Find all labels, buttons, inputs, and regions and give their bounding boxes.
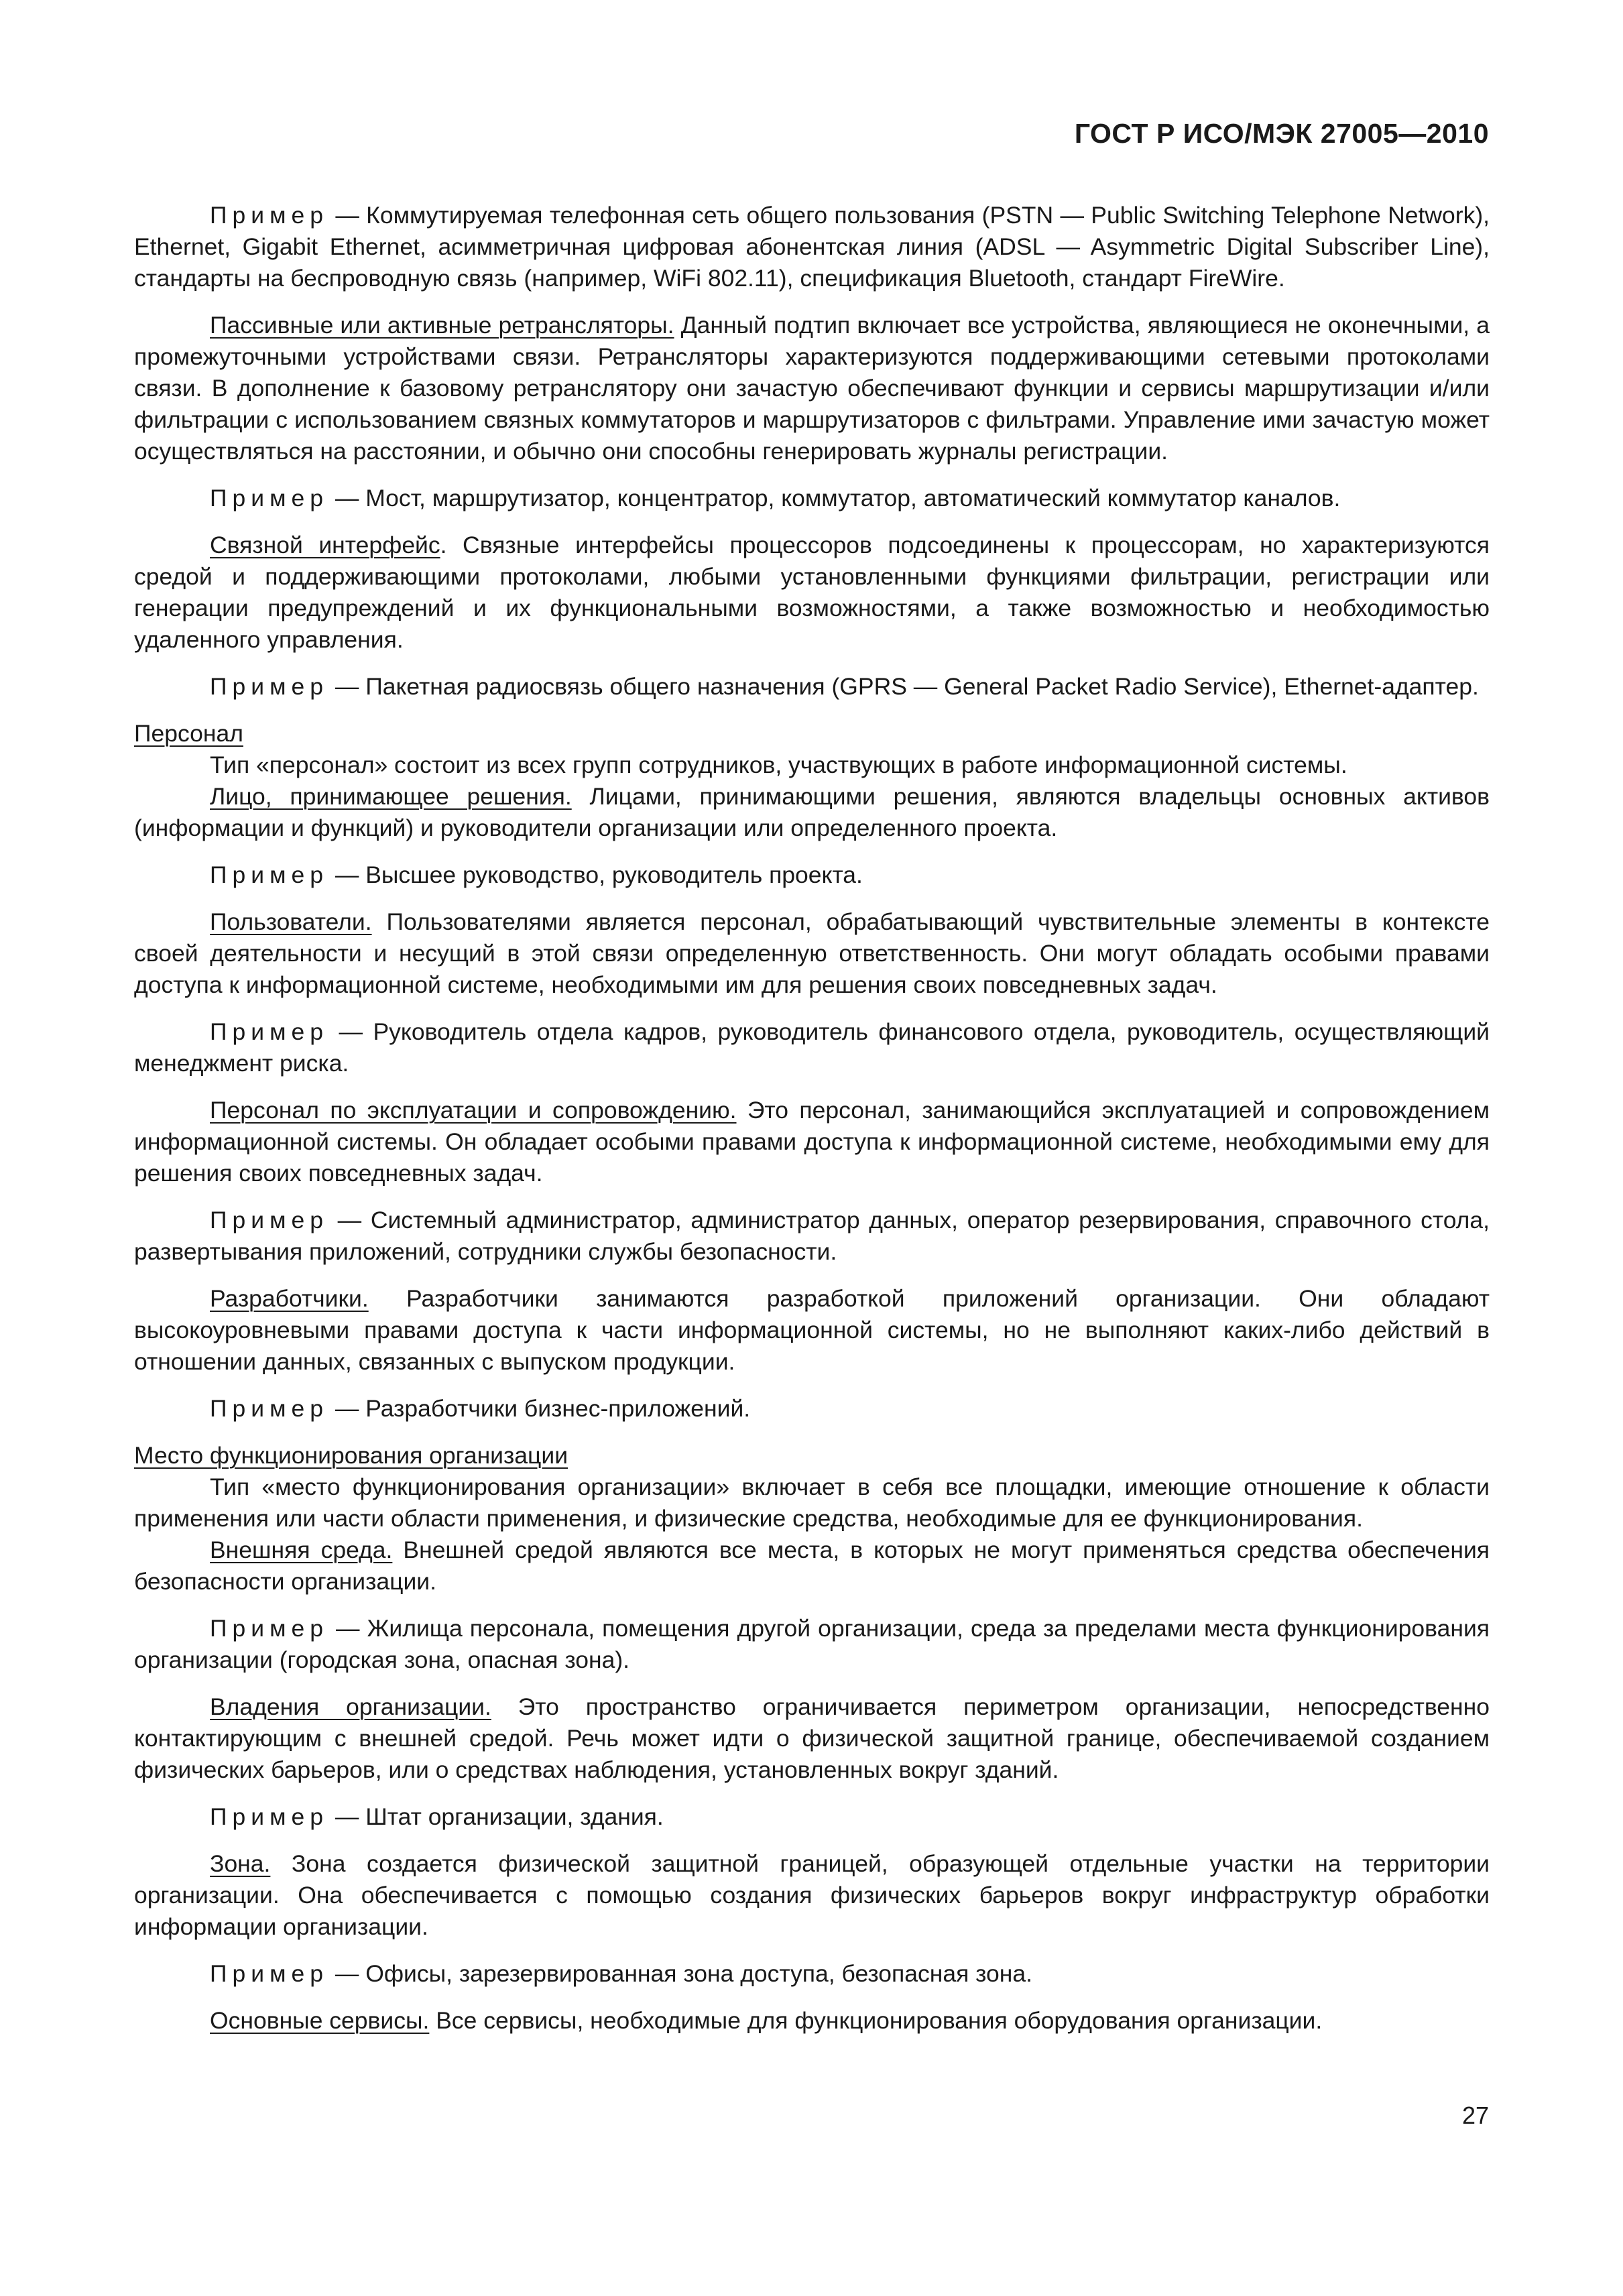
defined-term: Связной интерфейс bbox=[210, 532, 440, 558]
section-heading bbox=[134, 1440, 1490, 1471]
example-paragraph: Пример — Мост, маршрутизатор, концентратор, коммутатор, автоматический коммутатор каналов. bbox=[210, 485, 1341, 511]
definition-paragraph: Лицо, принимающее решения. Лицами, принимающими решения, являются владельцы основных активов (информации и функций) и руководители организации или определенного проекта. bbox=[134, 783, 1490, 841]
definition-paragraph: Основные сервисы. Все сервисы, необходимые для функционирования оборудования организации. bbox=[210, 2007, 1323, 2034]
definition-paragraph: Пассивные или активные ретрансляторы. Данный подтип включает все устройства, являющиеся не оконечными, а промежуточными устройствами связи. Ретрансляторы характеризуются поддерживающими сетевыми протоколами связи. В дополнение к базовому ретранслятору они зачастую обеспечивают функции и сервисы маршрутизации и/или фильтрации с использованием связных коммутаторов и маршрутизаторов с фильтрами. Управление ими зачастую может осуществляться на расстоянии, и обычно они способны генерировать журналы регистрации. bbox=[134, 312, 1490, 465]
example-label: Пример bbox=[210, 1803, 328, 1830]
section-heading-text: Место функционирования организации bbox=[134, 1442, 568, 1469]
definition-paragraph: Разработчики. Разработчики занимаются разработкой приложений организации. Они обладают высокоуровневыми правами доступа к части информационной системы, но не выполняют каких-либо действий в отношении данных, связанных с выпуском продукции. bbox=[134, 1285, 1490, 1375]
defined-term: Разработчики. bbox=[210, 1285, 369, 1312]
defined-term: Зона. bbox=[210, 1850, 271, 1877]
defined-term: Владения организации. bbox=[210, 1693, 491, 1720]
example-paragraph: Пример — Пакетная радиосвязь общего назначения (GPRS — General Packet Radio Service), Ethernet-адаптер. bbox=[210, 673, 1479, 700]
section-heading-text: Персонал bbox=[134, 720, 243, 747]
section-heading bbox=[134, 718, 1490, 749]
example-paragraph: Пример — Разработчики бизнес-приложений. bbox=[210, 1395, 751, 1422]
body-paragraph: Тип «персонал» состоит из всех групп сотрудников, участвующих в работе информационной системы. bbox=[210, 751, 1347, 778]
example-label: Пример bbox=[210, 1960, 328, 1987]
definition-paragraph: Связной интерфейс. Связные интерфейсы процессоров подсоединены к процессорам, но характеризуются средой и поддерживающими протоколами, любыми установленными функциями фильтрации, регистрации или генерации предупреждений и их функциональными возможностями, а также возможностью и необходимостью удаленного управления. bbox=[134, 532, 1490, 653]
example-label: Пример bbox=[210, 202, 328, 229]
defined-term: Лицо, принимающее решения. bbox=[210, 783, 572, 810]
example-paragraph: Пример — Руководитель отдела кадров, руководитель финансового отдела, руководитель, осуществляющий менеджмент риска. bbox=[134, 1018, 1490, 1077]
body-paragraph: Тип «место функционирования организации» включает в себя все площадки, имеющие отношение к области применения или части области применения, и физические средства, необходимые для ее функционирования. bbox=[134, 1473, 1490, 1532]
example-paragraph: Пример — Офисы, зарезервированная зона доступа, безопасная зона. bbox=[210, 1960, 1033, 1987]
definition-paragraph: Пользователи. Пользователями является персонал, обрабатывающий чувствительные элементы в контексте своей деятельности и несущий в этой связи определенную ответственность. Они могут обладать особыми правами доступа к информационной системе, необходимыми им для решения своих повседневных задач. bbox=[134, 908, 1490, 998]
example-paragraph: Пример — Штат организации, здания. bbox=[210, 1803, 664, 1830]
defined-term: Персонал по эксплуатации и сопровождению. bbox=[210, 1097, 737, 1124]
example-label: Пример bbox=[210, 673, 328, 700]
defined-term: Пассивные или активные ретрансляторы. bbox=[210, 312, 674, 339]
definition-paragraph: Владения организации. Это пространство ограничивается периметром организации, непосредственно контактирующим с внешней средой. Речь может идти о физической защитной границе, обеспечиваемой созданием физических барьеров, или о средствах наблюдения, установленных вокруг зданий. bbox=[134, 1693, 1490, 1783]
example-label: Пример bbox=[210, 1207, 328, 1233]
definition-paragraph: Персонал по эксплуатации и сопровождению. Это персонал, занимающийся эксплуатацией и сопровождением информационной системы. Он обладает особыми правами доступа к информационной системе, необходимыми ему для решения своих повседневных задач. bbox=[134, 1097, 1490, 1187]
document-header: ГОСТ Р ИСО/МЭК 27005—2010 bbox=[1074, 118, 1489, 149]
example-label: Пример bbox=[210, 485, 328, 511]
defined-term: Основные сервисы. bbox=[210, 2007, 430, 2034]
example-label: Пример bbox=[210, 1018, 328, 1045]
example-label: Пример bbox=[210, 861, 328, 888]
example-label: Пример bbox=[210, 1395, 328, 1422]
defined-term: Пользователи. bbox=[210, 908, 372, 935]
page-body bbox=[134, 200, 1490, 2037]
page-number: 27 bbox=[1461, 2102, 1489, 2129]
definition-paragraph: Зона. Зона создается физической защитной границей, образующей отдельные участки на территории организации. Она обеспечивается с помощью создания физических барьеров вокруг инфраструктур обработки информации организации. bbox=[134, 1850, 1490, 1940]
example-paragraph: Пример — Жилища персонала, помещения другой организации, среда за пределами места функционирования организации (городская зона, опасная зона). bbox=[134, 1615, 1490, 1673]
definition-paragraph: Внешняя среда. Внешней средой являются все места, в которых не могут применяться средства обеспечения безопасности организации. bbox=[134, 1536, 1490, 1595]
example-paragraph: Пример — Коммутируемая телефонная сеть общего пользования (PSTN — Public Switching Telephone Network), Ethernet, Gigabit Ethernet, асимметричная цифровая абонентская линия (ADSL — Asymmetric Digital Subscriber Line), стандарты на беспроводную связь (например, WiFi 802.11), спецификация Bluetooth, стандарт FireWire. bbox=[134, 202, 1490, 292]
defined-term: Внешняя среда. bbox=[210, 1536, 393, 1563]
example-paragraph: Пример — Системный администратор, администратор данных, оператор резервирования, справочного стола, развертывания приложений, сотрудники службы безопасности. bbox=[134, 1207, 1490, 1265]
example-paragraph: Пример — Высшее руководство, руководитель проекта. bbox=[210, 861, 863, 888]
example-label: Пример bbox=[210, 1615, 328, 1642]
